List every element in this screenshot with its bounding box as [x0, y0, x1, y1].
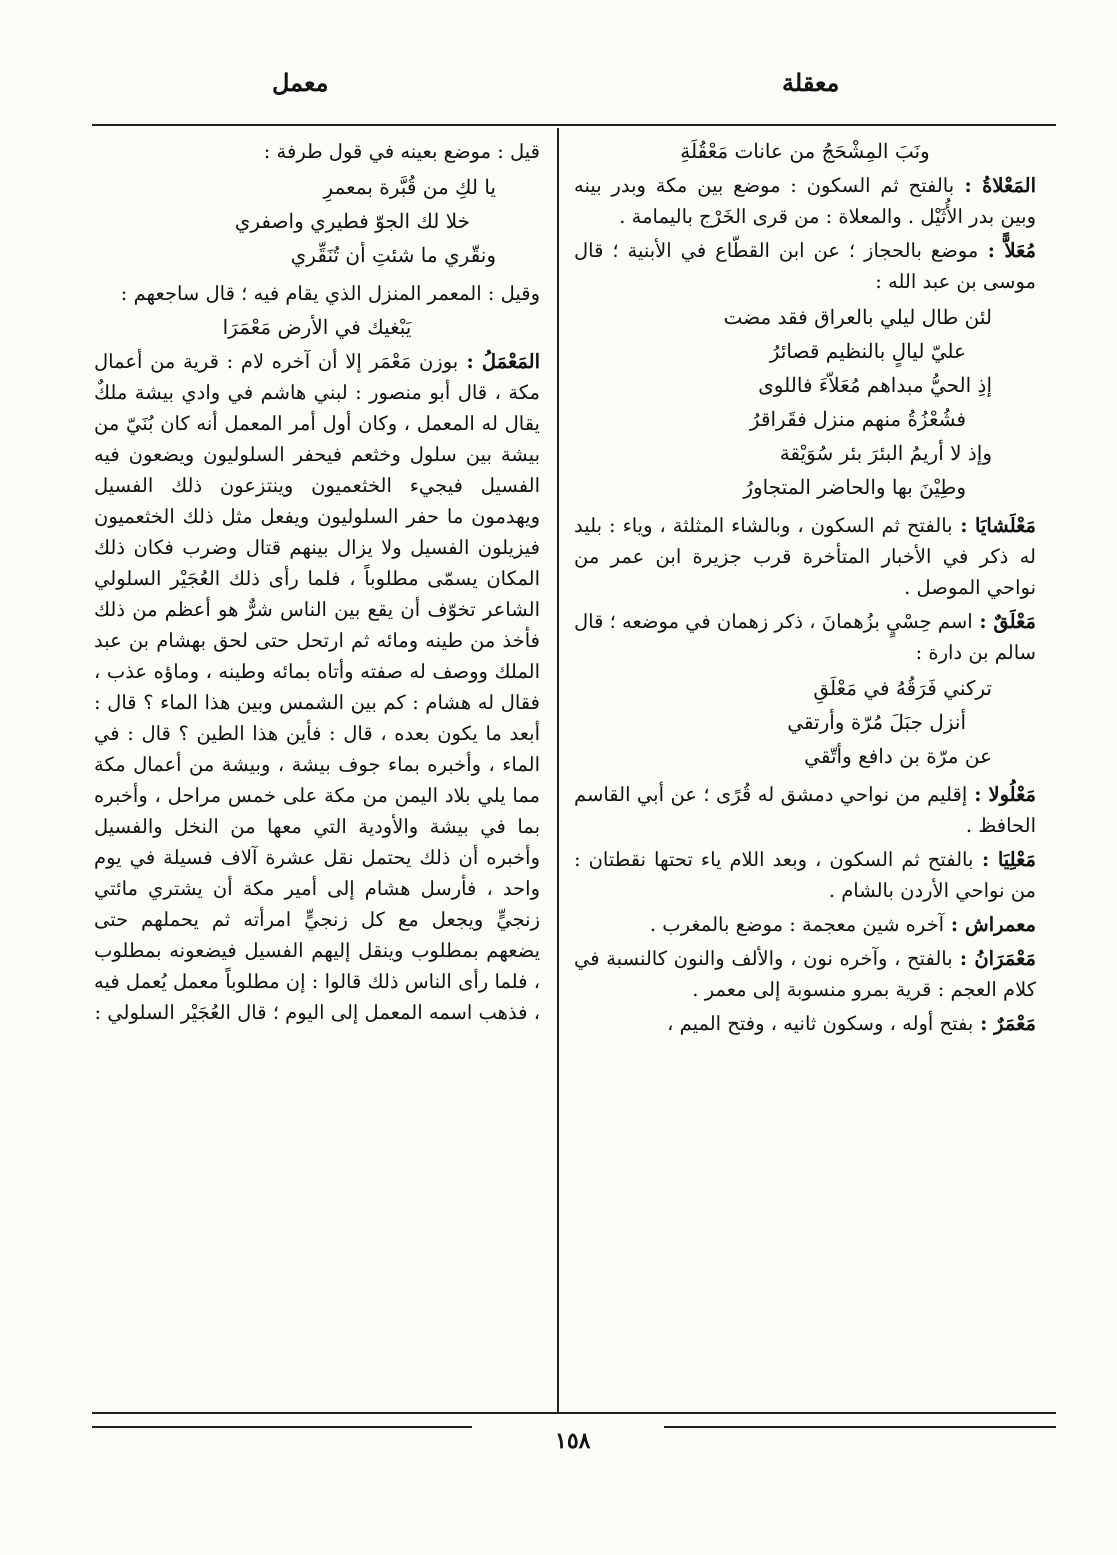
poem-verse	[574, 671, 1036, 773]
dictionary-entry	[574, 170, 1036, 232]
entry-headword: مَعْلِيَا :	[973, 848, 1036, 871]
verse-line: ونَبَ المِشْحَجُ من عانات مَعْقُلَةِ	[680, 139, 930, 163]
verse-line: خلا لك الجوّ فطيري واصفري	[234, 209, 470, 233]
entry-headword: المَعْلاةُ :	[954, 174, 1036, 197]
entry-definition: بالفتح ثم السكون ، وبالشاء المثلثة ، وياء : بليد له ذكر في الأخبار المتأخرة قرب جزيرة ابن عمر من نواحي الموصل .	[574, 514, 1036, 599]
footer-rule-left	[92, 1426, 472, 1428]
footer-rule-top	[92, 1412, 1056, 1414]
entry-headword: مَعْلَقٌ :	[972, 610, 1036, 633]
verse-line: إذِ الحيُّ مبداهم مُعَلاّءَ فاللوى	[758, 373, 992, 397]
dictionary-entry	[574, 1008, 1036, 1039]
entry-definition: بالفتح ثم السكون ، وبعد اللام ياء تحتها نقطتان : من نواحي الأردن بالشام .	[574, 848, 1036, 902]
entry-headword: المَعْمَلُ :	[458, 350, 540, 373]
dictionary-entry	[574, 606, 1036, 668]
dictionary-entry	[574, 510, 1036, 603]
verse-line: تركني فَرَقُهُ في مَعْلَقِ	[813, 676, 992, 700]
column-divider	[557, 128, 559, 1412]
poem-verse	[94, 170, 540, 272]
left-column	[94, 136, 540, 1031]
page-number: ١٥٨	[555, 1428, 591, 1454]
verse-line: أنزل جبَلَ مُرّة وأرتقي	[787, 710, 966, 734]
entry-definition: بوزن مَعْمَر إلا أن آخره لام : قرية من أعمال مكة ، قال أبو منصور : لبني هاشم في وادي بيشة ملكٌ يقال له المعمل ، وكان أول أمر المعمل أنه كان بُنَيّ من بيشة بين سلول وخثعم فيحفر السلوليون ويضعون فيه الفسيل فيجيء الخثعميون وينتزعون ذلك الفسيل ويهدمون ما حفر السلوليون ويفعل مثل ذلك الخثعميون فيزيلون الفسيل ولا يزال بينهم قتال وضرب فكان ذلك المكان يسمّى مطلوباً ، فلما رأى ذلك العُجَيْر السلولي الشاعر تخوّف أن يقع بين الناس شرٌّ هو أعظم من ذلك فأخذ من طينه ومائه ثم ارتحل حتى لحق بهشام بن عبد الملك ووصف له صفته وأتاه بمائه وطينه ، وماؤه عذب ، فقال له هشام : كم بين الشمس وبين هذا الماء ؟ قال : أبعد ما يكون بعده ، قال : فأين هذا الطين ؟ قال : في الماء ، وأخبره بماء جوف بيشة ، وبيشة من أعمال مكة مما يلي بلاد اليمن من مكة على خمس مراحل ، وأخبره بما في بيشة والأودية التي معها من النخل والفسيل وأخبره أن ذلك يحتمل نقل عشرة آلاف فسيلة في يوم واحد ، فأرسل هشام إلى أمير مكة أن يشتري مائتي زنجيٍّ ويجعل مع كل زنجيٍّ امرأته ثم يحملهم حتى يضعهم بمطلوب وينقل إليهم الفسيل فيضعونه بمطلوب ، فلما رأى الناس ذلك قالوا : إن مطلوباً معمل يُعمل فيه ، فذهب اسمه المعمل إلى اليوم ؛ قال العُجَيْر السلولي :	[94, 350, 540, 1024]
entry-headword: مُعَلاًّ :	[978, 239, 1037, 262]
entry-headword: مَعْمَرَانُ :	[952, 947, 1036, 970]
dictionary-entry	[574, 844, 1036, 906]
entry-definition: بفتح أوله ، وسكون ثانيه ، وفتح الميم ،	[667, 1012, 974, 1035]
verse-line: لئن طال ليلي بالعراق فقد مضت	[723, 305, 992, 329]
entry-headword: معمراش :	[944, 913, 1036, 936]
verse-line: ونقّري ما شئتِ أن تُنَقِّري	[290, 243, 496, 267]
verse-line: يَبْغيك في الأرض مَعْمَرَا	[222, 315, 412, 339]
entry-definition: اسم حِسْيٍ بزُهمانَ ، ذكر زهمان في موضعه ؛ قال سالم بن دارة :	[574, 610, 1036, 664]
entry-definition: بالفتح ثم السكون : موضع بين مكة وبدر بينه وبين بدر الأُثَيْل . والمعلاة : من قرى الخَرْج باليمامة .	[574, 174, 1036, 228]
verse-line: فشُعْزُةُ منهم منزل فقَراقرُ	[749, 407, 966, 431]
dictionary-entry	[574, 235, 1036, 297]
verse-line: وطِيْنَ بها والحاضر المتجاورُ	[743, 475, 966, 499]
dictionary-entry	[94, 346, 540, 1028]
header-rule	[92, 124, 1056, 126]
entry-definition: موضع بالحجاز ؛ عن ابن القطّاع في الأبنية ؛ قال موسى بن عبد الله :	[574, 239, 1036, 293]
verse-line: يا لكِ من قُبَّرة بمعمرِ	[323, 175, 496, 199]
entry-headword: مَعْمَرٌ :	[973, 1012, 1036, 1035]
dictionary-entry	[574, 943, 1036, 1005]
verse-line: عليّ ليالٍ بالنظيم قصائرُ	[769, 339, 966, 363]
right-column	[574, 136, 1036, 1042]
text-paragraph: قيل : موضع بعينه في قول طرفة :	[263, 140, 540, 163]
entry-headword: مَعْلَشايَا :	[952, 514, 1036, 537]
entry-definition: بالفتح ، وآخره نون ، والألف والنون كالنسبة في كلام العجم : قرية بمرو منسوبة إلى معمر .	[574, 947, 1036, 1001]
poem-verse	[574, 300, 1036, 504]
dictionary-entry	[574, 779, 1036, 841]
dictionary-entry	[574, 909, 1036, 940]
entry-headword: مَعْلُولا :	[967, 783, 1036, 806]
footer-rule-right	[664, 1426, 1056, 1428]
verse-line: عن مرّة بن دافع وأتّقي	[804, 744, 992, 768]
entry-definition: إقليم من نواحي دمشق له قُرًى ؛ عن أبي القاسم الحافظ .	[574, 783, 1036, 837]
verse-line: وإذ لا أريمُ البئرَ بئر سُوَيْقة	[779, 441, 992, 465]
text-paragraph: وقيل : المعمر المنزل الذي يقام فيه ؛ قال ساجعهم :	[120, 282, 540, 305]
entry-definition: آخره شين معجمة : موضع بالمغرب .	[649, 913, 945, 936]
header-left-title: معمل	[272, 68, 329, 97]
header-right-title: معقلة	[782, 68, 840, 97]
